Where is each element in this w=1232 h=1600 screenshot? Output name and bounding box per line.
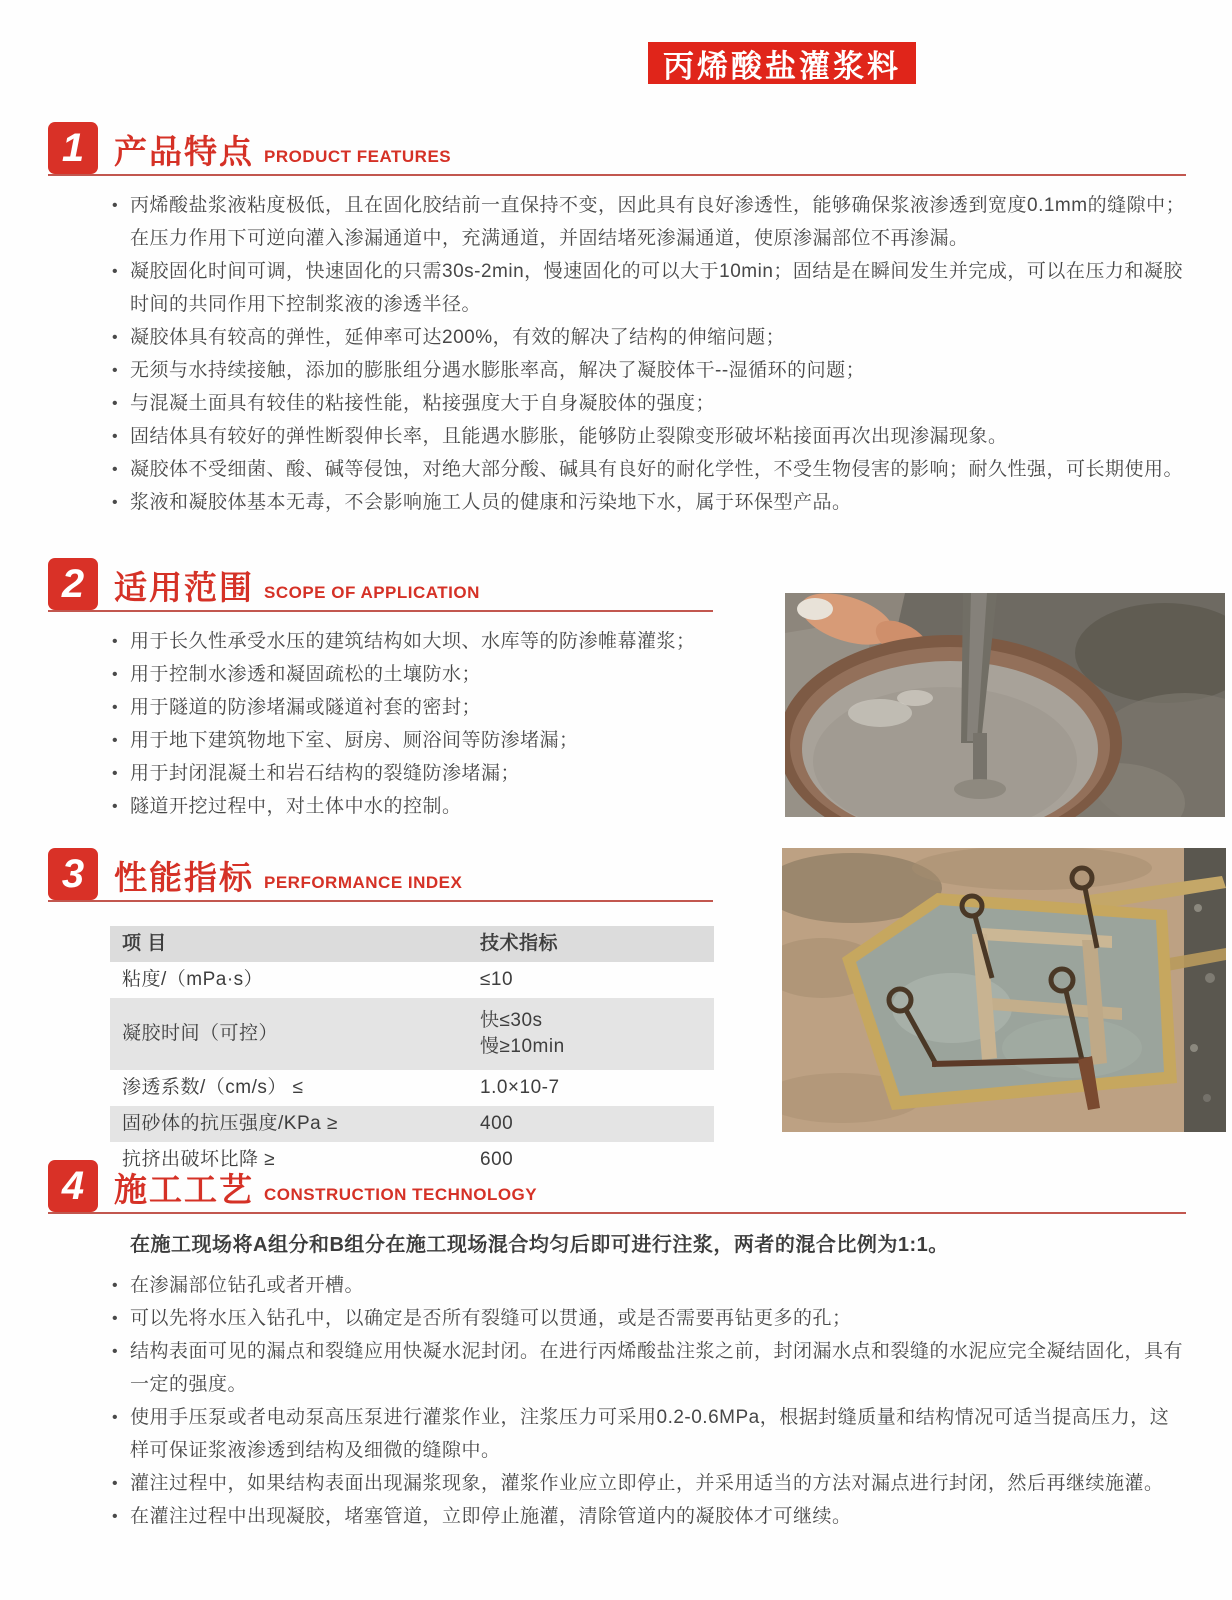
list-item-text: 固结体具有较好的弹性断裂伸长率，且能遇水膨胀，能够防止裂隙变形破坏粘接面再次出现渗漏现象。 [130,426,1008,447]
value-line: 慢≥10min [480,1036,565,1057]
table-cell-value: 600 [480,1149,514,1170]
bullet-dot: • [112,1343,119,1360]
section-performance-index [48,846,713,1178]
bullet-dot: • [112,732,119,749]
feature-list [48,189,1186,519]
bullet-dot: • [112,263,119,280]
list-item [48,189,1186,255]
bullet-dot: • [112,1475,119,1492]
list-item [48,387,1186,420]
table-cell-label: 粘度/（mPa·s） [122,969,264,990]
list-item-text: 用于控制水渗透和凝固疏松的土壤防水； [130,664,482,685]
list-item [48,1467,1186,1500]
list-item [48,420,1186,453]
bullet-dot: • [112,329,119,346]
section-scope-of-application [48,556,713,823]
section-title-zh: 产品特点 [114,133,254,170]
performance-table [110,926,714,1178]
table-cell-value [468,998,714,1070]
section-header [48,846,713,902]
list-item [48,1302,1186,1335]
bullet-dot: • [112,362,119,379]
table-header-cell: 技术指标 [480,933,559,954]
section-title-en: CONSTRUCTION TECHNOLOGY [264,1185,538,1204]
section-title-zh: 适用范围 [114,569,254,606]
table-cell-value: 1.0×10-7 [480,1077,560,1098]
section-number-badge: 1 [48,122,98,174]
list-item-text: 浆液和凝胶体基本无毒，不会影响施工人员的健康和污染地下水，属于环保型产品。 [130,492,852,513]
table-header-cell: 项 目 [122,933,167,954]
section-title-zh: 性能指标 [114,859,254,896]
list-item [48,354,1186,387]
section-header [48,556,713,612]
section-title-en: SCOPE OF APPLICATION [264,583,480,602]
list-item [48,1269,1186,1302]
bullet-dot: • [112,666,119,683]
bullet-dot: • [112,395,119,412]
table-header-row [110,926,714,962]
table-row [110,1070,714,1106]
table-cell-label: 凝胶时间（可控） [122,1023,279,1044]
bullet-dot: • [112,197,119,214]
list-item-text: 凝胶体不受细菌、酸、碱等侵蚀，对绝大部分酸、碱具有良好的耐化学性，不受生物侵害的影响；耐久性强，可长期使用。 [130,459,1184,480]
list-item-text: 灌注过程中，如果结构表面出现漏浆现象，灌浆作业应立即停止，并采用适当的方法对漏点进行封闭，然后再继续施灌。 [130,1473,1164,1494]
list-item-text: 用于地下建筑物地下室、厨房、厕浴间等防渗堵漏； [130,730,579,751]
bullet-dot: • [112,494,119,511]
formwork-illustration [782,848,1226,1132]
list-item-text: 用于长久性承受水压的建筑结构如大坝、水库等的防渗帷幕灌浆； [130,631,696,652]
bullet-dot: • [112,633,119,650]
list-item [48,1500,1186,1533]
application-list [48,625,713,823]
construction-steps-list [48,1269,1186,1533]
list-item-text: 结构表面可见的漏点和裂缝应用快凝水泥封闭。在进行丙烯酸盐注浆之前，封闭漏水点和裂缝的水泥应完全凝结固化，具有一定的强度。 [130,1341,1184,1395]
list-item [48,790,713,823]
section-title-zh: 施工工艺 [114,1171,254,1208]
list-item [48,691,713,724]
list-item [48,625,713,658]
section-number-badge: 4 [48,1160,98,1212]
table-cell-value: ≤10 [480,969,514,990]
table-row [110,962,714,998]
section-header [48,120,1186,176]
list-item-text: 在灌注过程中出现凝胶，堵塞管道，立即停止施灌，清除管道内的凝胶体才可继续。 [130,1506,852,1527]
bullet-dot: • [112,699,119,716]
list-item-text: 凝胶固化时间可调，快速固化的只需30s-2min，慢速固化的可以大于10min；固结是在瞬间发生并完成，可以在压力和凝胶时间的共同作用下控制浆液的渗透半径。 [130,261,1183,315]
section-number-badge: 2 [48,558,98,610]
bullet-dot: • [112,1277,119,1294]
bullet-dot: • [112,798,119,815]
grout-mixing-photo [785,593,1225,817]
bullet-dot: • [112,428,119,445]
table-cell-value: 400 [480,1113,514,1134]
list-item [48,757,713,790]
table-cell-label: 渗透系数/（cm/s） ≤ [122,1077,304,1098]
list-item-text: 无须与水持续接触，添加的膨胀组分遇水膨胀率高，解决了凝胶体干--湿循环的问题； [130,360,866,381]
bullet-dot: • [112,765,119,782]
bullet-dot: • [112,1310,119,1327]
bullet-dot: • [112,1409,119,1426]
list-item [48,321,1186,354]
product-title-banner: 丙烯酸盐灌浆料 [648,42,916,84]
table-cell-label: 抗挤出破坏比降 ≥ [122,1149,276,1170]
list-item-text: 用于封闭混凝土和岩石结构的裂缝防渗堵漏； [130,763,521,784]
bullet-dot: • [112,461,119,478]
grout-mixing-illustration [785,593,1225,817]
list-item-text: 与混凝土面具有较佳的粘接性能，粘接强度大于自身凝胶体的强度； [130,393,716,414]
list-item-text: 丙烯酸盐浆液粘度极低，且在固化胶结前一直保持不变，因此具有良好渗透性，能够确保浆液渗透到宽度0.1mm的缝隙中；在压力作用下可逆向灌入渗漏通道中，充满通道，并固结堵死渗漏通道，使原渗漏部位不再渗漏。 [130,195,1186,249]
list-item [48,724,713,757]
section-header [48,1158,1186,1214]
list-item [48,486,1186,519]
section-title-en: PERFORMANCE INDEX [264,873,463,892]
section-number-badge: 3 [48,848,98,900]
list-item [48,658,713,691]
bullet-dot: • [112,1508,119,1525]
value-line: 快≤30s [480,1010,543,1031]
list-item-text: 使用手压泵或者电动泵高压泵进行灌浆作业，注浆压力可采用0.2-0.6MPa，根据封缝质量和结构情况可适当提高压力，这样可保证浆液渗透到结构及细微的缝隙中。 [130,1407,1170,1461]
list-item-text: 用于隧道的防渗堵漏或隧道衬套的密封； [130,697,482,718]
table-row [110,998,714,1070]
table-cell-label: 固砂体的抗压强度/KPa ≥ [122,1113,338,1134]
list-item-text: 可以先将水压入钻孔中，以确定是否所有裂缝可以贯通，或是否需要再钻更多的孔； [130,1308,852,1329]
list-item-text: 在渗漏部位钻孔或者开槽。 [130,1275,365,1296]
list-item [48,453,1186,486]
formwork-grouting-photo [782,848,1226,1132]
section-construction-technology [48,1158,1186,1533]
section-title-en: PRODUCT FEATURES [264,147,452,166]
list-item [48,255,1186,321]
list-item-text: 凝胶体具有较高的弹性，延伸率可达200%，有效的解决了结构的伸缩问题； [130,327,786,348]
section-product-features [48,120,1186,519]
list-item-text: 隧道开挖过程中，对土体中水的控制。 [130,796,462,817]
mixing-instruction-text: 在施工现场将A组分和B组分在施工现场混合均匀后即可进行注浆，两者的混合比例为1:1。 [130,1234,949,1256]
list-item [48,1401,1186,1467]
table-row [110,1106,714,1142]
list-item [48,1335,1186,1401]
